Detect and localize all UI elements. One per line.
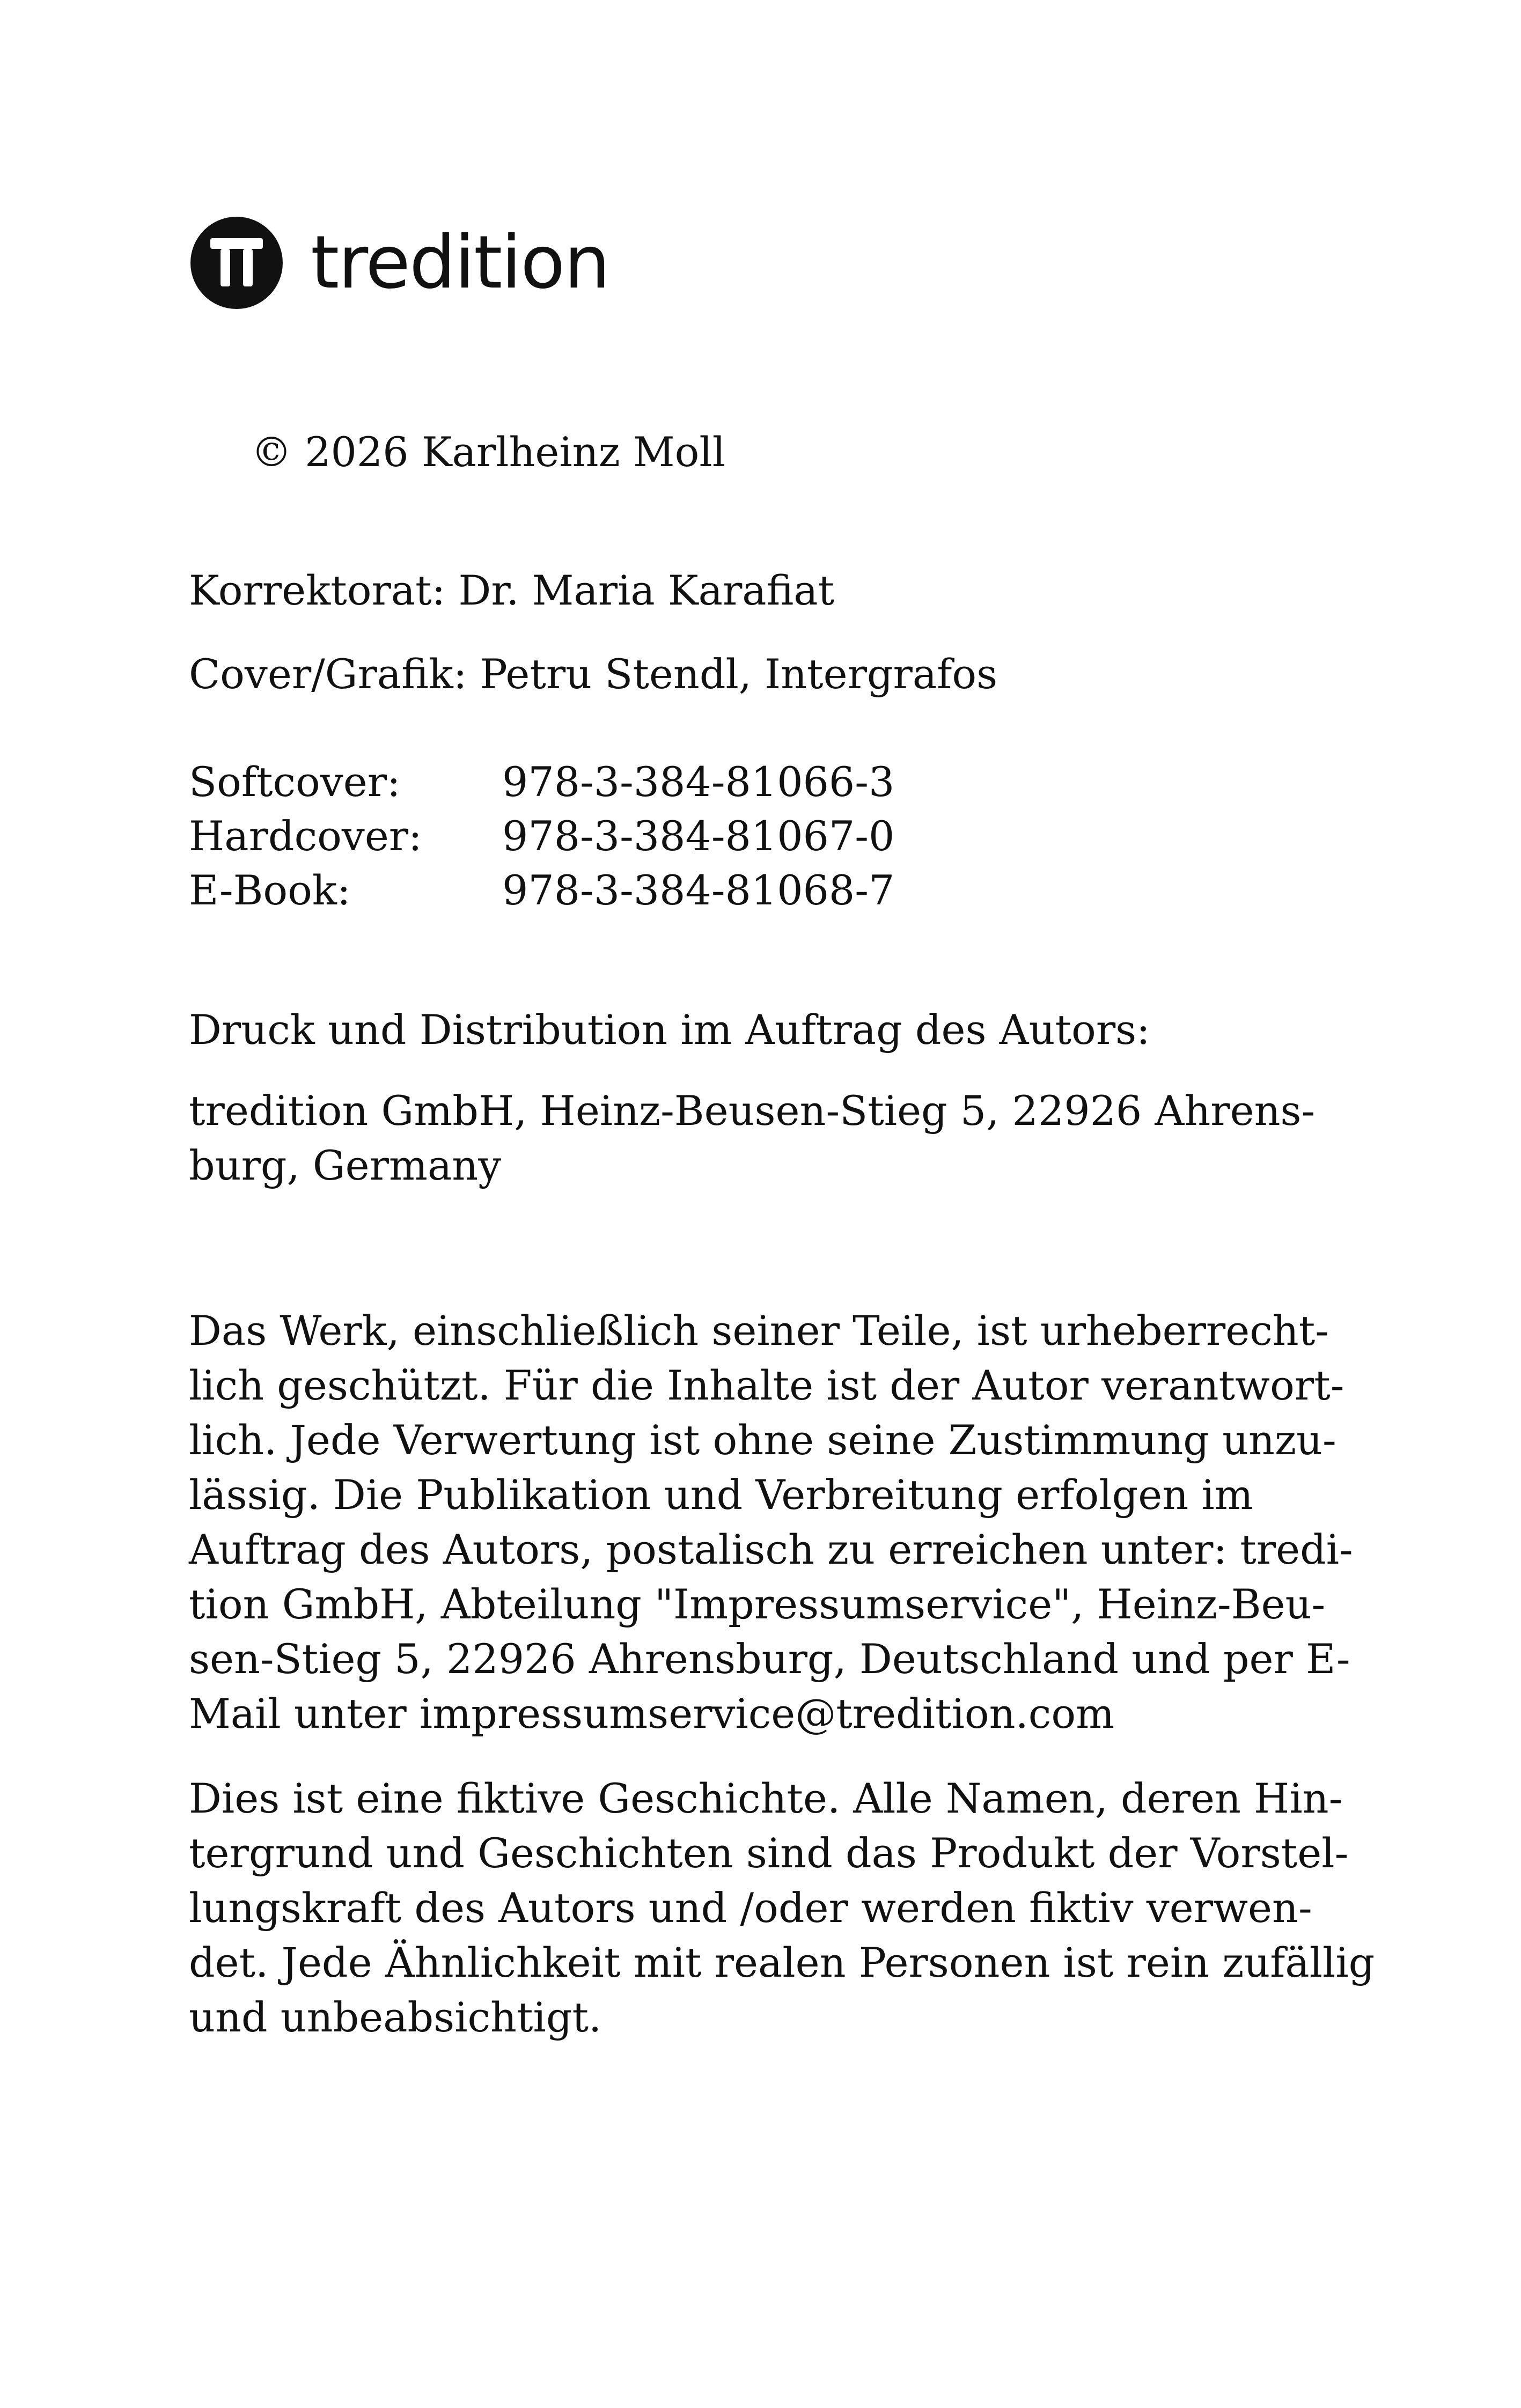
isbn-format-label: Softcover: — [189, 758, 401, 806]
copyright-line: © 2026 Karlheinz Moll — [251, 428, 726, 476]
isbn-format-label: E-Book: — [189, 866, 351, 914]
isbn-format-label: Hardcover: — [189, 812, 422, 860]
legal-notice-line: Mail unter impressumservice@tredition.com — [189, 1690, 1115, 1737]
brand-name: tredition — [311, 220, 609, 305]
isbn-list — [189, 755, 894, 917]
isbn-row-hardcover — [189, 809, 894, 863]
tredition-logo-icon — [190, 217, 283, 309]
isbn-row-ebook — [189, 863, 894, 917]
legal-notice-line: tion GmbH, Abteilung "Impressumservice", Heinz-Beu- — [189, 1580, 1326, 1628]
legal-notice-line: Auftrag des Autors, postalisch zu erreichen unter: tredi- — [189, 1526, 1353, 1573]
publisher-address — [189, 1084, 1326, 1193]
tredition-logo — [190, 215, 609, 311]
legal-notice-line: sen-Stieg 5, 22926 Ahrensburg, Deutschland und per E- — [189, 1635, 1350, 1683]
cover-credit: Cover/Grafik: Petru Stendl, Intergrafos — [189, 650, 998, 698]
fiction-disclaimer-line: Dies ist eine fiktive Geschichte. Alle Namen, deren Hin- — [189, 1774, 1343, 1822]
publisher-address-line: burg, Germany — [189, 1142, 502, 1189]
legal-notice-line: lässig. Die Publikation und Verbreitung erfolgen im — [189, 1471, 1253, 1519]
legal-notice-line: lich geschützt. Für die Inhalte ist der Autor verantwort- — [189, 1361, 1344, 1409]
isbn-number: 978-3-384-81067-0 — [502, 812, 895, 860]
fiction-disclaimer-line: lungskraft des Autors und /oder werden fiktiv verwen- — [189, 1884, 1312, 1932]
publisher-address-line: tredition GmbH, Heinz-Beusen-Stieg 5, 22926 Ahrens- — [189, 1087, 1316, 1135]
fiction-disclaimer-line: tergrund und Geschichten sind das Produkt der Vorstel- — [189, 1829, 1349, 1877]
legal-notice — [189, 1304, 1353, 1741]
isbn-number: 978-3-384-81068-7 — [502, 866, 895, 914]
legal-notice-line: Das Werk, einschließlich seiner Teile, ist urheberrecht- — [189, 1307, 1329, 1354]
legal-notice-line: lich. Jede Verwertung ist ohne seine Zustimmung unzu- — [189, 1416, 1336, 1464]
fiction-disclaimer-line: und unbeabsichtigt. — [189, 1993, 602, 2041]
distribution-heading: Druck und Distribution im Auftrag des Autors: — [189, 1006, 1150, 1054]
proofreading-credit: Korrektorat: Dr. Maria Karafiat — [189, 566, 835, 614]
isbn-number: 978-3-384-81066-3 — [502, 758, 895, 806]
fiction-disclaimer — [189, 1771, 1375, 2045]
fiction-disclaimer-line: det. Jede Ähnlichkeit mit realen Personen ist rein zufällig — [189, 1939, 1375, 1986]
isbn-row-softcover — [189, 755, 894, 809]
